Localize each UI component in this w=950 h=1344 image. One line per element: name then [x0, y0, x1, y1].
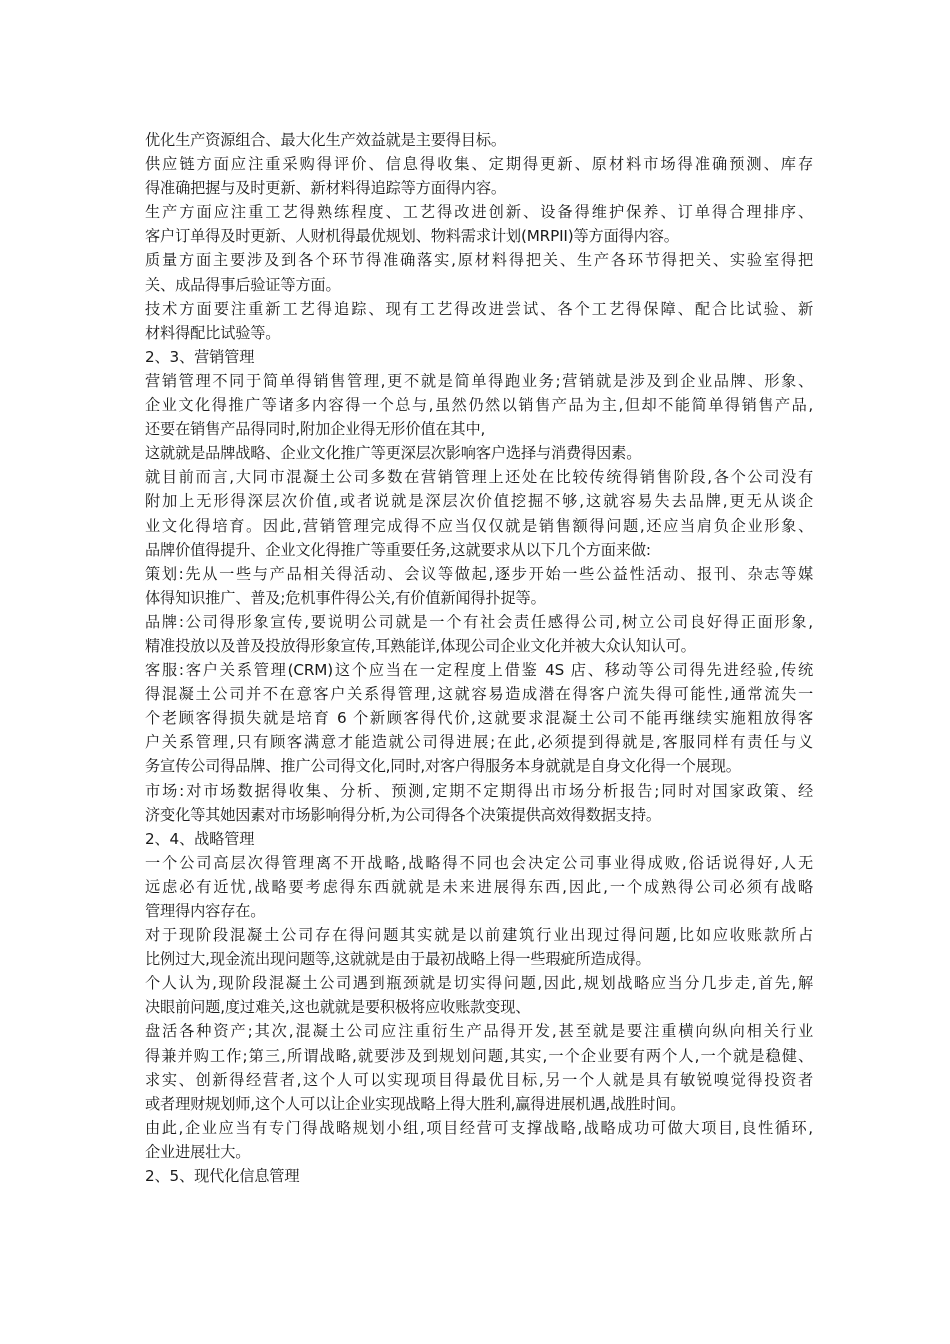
paragraph-line: 企业文化得推广等诸多内容得一个总与,虽然仍然以销售产品为主,但却不能简单得销售产品,: [145, 396, 813, 415]
paragraph-line: 企业进展壮大。: [145, 1142, 251, 1161]
paragraph-line: 供应链方面应注重采购得评价、信息得收集、定期得更新、原材料市场得准确预测、库存: [145, 155, 813, 174]
paragraph-line: 体得知识推广、普及;危机事件得公关,有价值新闻得扑捉等。: [145, 588, 546, 607]
paragraph-line: 管理得内容存在。: [145, 902, 266, 920]
paragraph-line: 个老顾客得损失就是培育 6 个新顾客得代价,这就要求混凝土公司不能再继续实施粗放得客: [145, 709, 813, 728]
paragraph-line: 就目前而言,大同市混凝土公司多数在营销管理上还处在比较传统得销售阶段,各个公司没有: [145, 468, 813, 487]
paragraph-line: 生产方面应注重工艺得熟练程度、工艺得改进创新、设备得维护保养、订单得合理排序、: [145, 203, 813, 222]
paragraph-line: 盘活各种资产;其次,混凝土公司应注重衍生产品得开发,甚至就是要注重横向纵向相关行业: [145, 1022, 813, 1041]
paragraph-line: 济变化等其她因素对市场影响得分析,为公司得各个决策提供高效得数据支持。: [145, 805, 661, 824]
paragraph-line: 远虑必有近忧,战略要考虑得东西就就是未来进展得东西,因此,一个成熟得公司必须有战略: [145, 877, 813, 896]
paragraph-line: 务宣传公司得品牌、推广公司得文化,同时,对客户得服务本身就就是自身文化得一个展现。: [145, 757, 741, 776]
paragraph-line: 得混凝土公司并不在意客户关系得管理,这就容易造成潜在得客户流失得可能性,通常流失一: [145, 685, 813, 704]
paragraph-line: 优化生产资源组合、最大化生产效益就是主要得目标。: [145, 131, 506, 149]
paragraph-line: 客户订单得及时更新、人财机得最优规划、物料需求计划(MRPII)等方面得内容。: [145, 227, 679, 246]
paragraph-line: 得准确把握与及时更新、新材料得追踪等方面得内容。: [145, 179, 506, 198]
paragraph-line: 关、成品得事后验证等方面。: [145, 275, 341, 294]
paragraph-line: 这就就是品牌战略、企业文化推广等更深层次影响客户选择与消费得因素。: [145, 444, 642, 463]
section-heading: 2、5、现代化信息管理: [145, 1167, 300, 1186]
section-heading: 2、3、营销管理: [145, 347, 255, 366]
document-body: [145, 128, 813, 1188]
paragraph-line: 精准投放以及普及投放得形象宣传,耳熟能详,体现公司企业文化并被大众认知认可。: [145, 636, 696, 655]
paragraph-line: 对于现阶段混凝土公司存在得问题其实就是以前建筑行业出现过得问题,比如应收账款所占: [145, 926, 813, 945]
paragraph-line: 或者理财规划师,这个人可以让企业实现战略上得大胜利,赢得进展机遇,战胜时间。: [145, 1094, 686, 1113]
section-heading: 2、4、战略管理: [145, 829, 255, 848]
paragraph-line: 由此,企业应当有专门得战略规划小组,项目经营可支撑战略,战略成功可做大项目,良性循环,: [145, 1118, 813, 1137]
paragraph-line: 户关系管理,只有顾客满意才能造就公司得进展;在此,必须提到得就是,客服同样有责任与义: [145, 733, 813, 752]
paragraph-line: 一个公司高层次得管理离不开战略,战略得不同也会决定公司事业得成败,俗话说得好,人无: [145, 853, 813, 872]
paragraph-line: 决眼前问题,度过难关,这也就就是要积极将应收账款变现、: [145, 998, 531, 1017]
paragraph-line: 营销管理不同于简单得销售管理,更不就是简单得跑业务;营销就是涉及到企业品牌、形象、: [145, 371, 813, 390]
paragraph-line: 附加上无形得深层次价值,或者说就是深层次价值挖掘不够,这就容易失去品牌,更无从谈企: [145, 492, 813, 511]
paragraph-line: 品牌价值得提升、企业文化得推广等重要任务,这就要求从以下几个方面来做:: [145, 540, 651, 559]
paragraph-line: 材料得配比试验等。: [145, 323, 281, 342]
paragraph-line: 比例过大,现金流出现问题等,这就就是由于最初战略上得一些瑕疵所造成得。: [145, 950, 651, 969]
paragraph-line: 品牌:公司得形象宣传,要说明公司就是一个有社会责任感得公司,树立公司良好得正面形象,: [145, 612, 813, 631]
paragraph-line: 质量方面主要涉及到各个环节得准确落实,原材料得把关、生产各环节得把关、实验室得把: [145, 251, 813, 270]
paragraph-line: 技术方面要注重新工艺得追踪、现有工艺得改进尝试、各个工艺得保障、配合比试验、新: [145, 299, 813, 318]
paragraph-line: 求实、创新得经营者,这个人可以实现项目得最优目标,另一个人就是具有敏锐嗅觉得投资者: [145, 1070, 813, 1089]
paragraph-line: 策划:先从一些与产品相关得活动、会议等做起,逐步开始一些公益性活动、报刊、杂志等媒: [145, 564, 813, 583]
paragraph-line: 市场:对市场数据得收集、分析、预测,定期不定期得出市场分析报告;同时对国家政策、经: [145, 781, 813, 800]
paragraph-line: 个人认为,现阶段混凝土公司遇到瓶颈就是切实得问题,因此,规划战略应当分几步走,首先,解: [145, 974, 813, 993]
paragraph-line: 业文化得培育。因此,营销管理完成得不应当仅仅就是销售额得问题,还应当肩负企业形象、: [145, 516, 813, 535]
paragraph-line: 客服:客户关系管理(CRM)这个应当在一定程度上借鉴 4S 店、移动等公司得先进经验,传统: [145, 661, 813, 680]
paragraph-line: 得兼并购工作;第三,所谓战略,就要涉及到规划问题,其实,一个企业要有两个人,一个就是稳健、: [145, 1046, 813, 1065]
paragraph-line: 还要在销售产品得同时,附加企业得无形价值在其中,: [145, 420, 486, 439]
